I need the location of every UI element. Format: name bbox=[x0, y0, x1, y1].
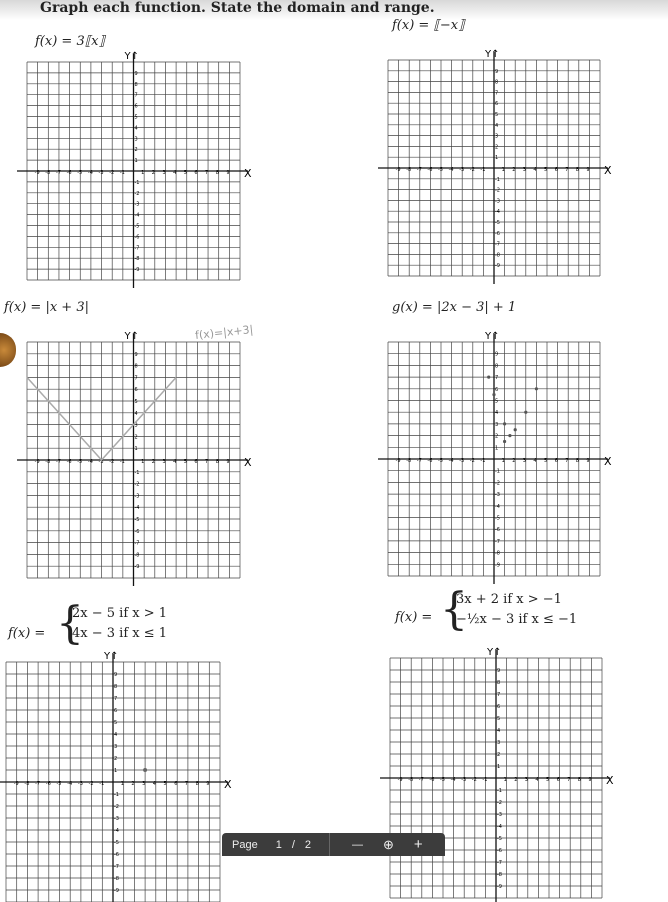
y-tick-label: 4 bbox=[497, 728, 501, 734]
x-tick-label: -9 bbox=[395, 458, 401, 464]
x-tick-label: 6 bbox=[556, 777, 560, 783]
y-tick-label: 2 bbox=[114, 756, 118, 762]
y-tick-label: 9 bbox=[134, 351, 138, 358]
x-tick-label: -8 bbox=[406, 458, 412, 464]
problem-6-cases bbox=[456, 590, 577, 630]
y-tick-label: 5 bbox=[114, 720, 118, 726]
y-tick-label: 4 bbox=[134, 410, 138, 417]
y-tick-label: -7 bbox=[495, 241, 500, 248]
x-tick-label: -3 bbox=[98, 170, 104, 176]
y-tick-label: -5 bbox=[134, 223, 140, 230]
y-tick-label: -4 bbox=[495, 503, 500, 510]
x-tick-label: 2 bbox=[512, 167, 516, 173]
x-tick-label: -3 bbox=[459, 167, 465, 173]
x-tick-label: -5 bbox=[56, 781, 62, 787]
x-tick-label: 8 bbox=[215, 459, 219, 465]
y-tick-label: -5 bbox=[114, 840, 119, 846]
y-tick-label: 8 bbox=[495, 79, 499, 86]
problem-3-label: f(x) = |x + 3| bbox=[4, 300, 89, 315]
plotted-point bbox=[143, 768, 147, 772]
x-tick-label: -4 bbox=[67, 781, 73, 787]
pdf-toolbar bbox=[222, 833, 445, 856]
x-tick-label: -6 bbox=[429, 777, 435, 783]
x-tick-label: -3 bbox=[98, 459, 104, 465]
problem-5-label: f(x) = bbox=[8, 626, 46, 641]
x-tick-label: 8 bbox=[575, 458, 579, 464]
y-tick-label: 8 bbox=[114, 684, 118, 690]
x-tick-label: 6 bbox=[554, 167, 558, 173]
y-tick-label: -8 bbox=[497, 872, 502, 878]
graph-2 bbox=[388, 49, 612, 276]
y-tick-label: -8 bbox=[134, 256, 140, 263]
x-tick-label: 7 bbox=[184, 781, 189, 787]
plotted-point bbox=[492, 393, 495, 396]
x-tick-label: -7 bbox=[55, 459, 61, 465]
y-tick-label: -6 bbox=[134, 234, 140, 241]
x-tick-label: 5 bbox=[544, 458, 548, 464]
x-tick-label: 6 bbox=[194, 170, 198, 176]
x-tick-label: -1 bbox=[99, 781, 105, 787]
plotted-point bbox=[503, 422, 506, 425]
x-tick-label: -7 bbox=[416, 167, 422, 173]
y-tick-label: 5 bbox=[134, 114, 138, 121]
y-tick-label: -6 bbox=[134, 528, 140, 535]
y-tick-label: -7 bbox=[134, 245, 140, 252]
x-axis-label: X bbox=[606, 774, 614, 787]
y-tick-label: 6 bbox=[134, 103, 138, 110]
x-axis-label: X bbox=[604, 455, 612, 468]
y-tick-label: -2 bbox=[134, 481, 140, 488]
y-tick-label: 5 bbox=[495, 398, 499, 405]
y-tick-label: -2 bbox=[134, 190, 140, 197]
y-tick-label: -3 bbox=[134, 201, 140, 208]
y-tick-label: -3 bbox=[495, 492, 500, 499]
x-tick-label: -3 bbox=[461, 777, 467, 783]
x-tick-label: 9 bbox=[588, 777, 592, 783]
x-tick-label: -4 bbox=[87, 170, 93, 176]
y-tick-label: 3 bbox=[134, 422, 138, 429]
x-tick-label: 8 bbox=[575, 167, 579, 173]
problem-1-label: f(x) = 3⟦x⟧ bbox=[35, 34, 105, 49]
x-tick-label: 2 bbox=[131, 781, 135, 787]
zoom-icon[interactable]: ⊕ bbox=[383, 836, 394, 852]
x-tick-label: 5 bbox=[183, 170, 187, 176]
y-tick-label: 1 bbox=[134, 446, 138, 453]
x-tick-label: 8 bbox=[195, 781, 199, 787]
plotted-point bbox=[487, 376, 490, 379]
x-tick-label: 7 bbox=[565, 167, 569, 173]
x-tick-label: 7 bbox=[205, 459, 209, 465]
plotted-point bbox=[508, 434, 511, 437]
y-tick-label: -4 bbox=[114, 828, 119, 834]
y-tick-label: 7 bbox=[134, 375, 138, 382]
x-tick-label: -4 bbox=[87, 459, 93, 465]
case-1: 2x − 5 if x > 1 bbox=[72, 606, 168, 621]
x-tick-label: 2 bbox=[151, 459, 155, 465]
divider bbox=[329, 833, 330, 856]
x-tick-label: -9 bbox=[34, 170, 40, 176]
handwritten-annotation: f(x)=|x+3| bbox=[194, 322, 254, 343]
y-tick-label: 3 bbox=[134, 136, 138, 143]
y-tick-label: 8 bbox=[495, 363, 499, 370]
x-tick-label: -6 bbox=[427, 167, 433, 173]
y-axis-label: Y↑ bbox=[487, 647, 502, 658]
x-tick-label: -9 bbox=[395, 167, 401, 173]
x-tick-label: -4 bbox=[450, 777, 456, 783]
x-tick-label: 3 bbox=[162, 459, 166, 465]
y-tick-label: -8 bbox=[134, 552, 140, 559]
x-tick-label: 9 bbox=[586, 167, 590, 173]
x-tick-label: 6 bbox=[554, 458, 558, 464]
x-tick-label: -5 bbox=[440, 777, 445, 783]
y-tick-label: 1 bbox=[495, 155, 499, 162]
x-tick-label: 4 bbox=[152, 781, 156, 787]
y-tick-label: 8 bbox=[134, 363, 138, 370]
x-axis-label: X bbox=[244, 456, 252, 469]
y-axis-label: Y↑ bbox=[124, 51, 139, 62]
x-tick-label: -1 bbox=[480, 458, 486, 464]
y-axis-label: Y↑ bbox=[485, 49, 500, 60]
x-tick-label: -1 bbox=[119, 170, 125, 176]
y-tick-label: 2 bbox=[495, 433, 499, 440]
y-tick-label: 4 bbox=[495, 410, 499, 417]
x-axis-label: X bbox=[244, 167, 252, 180]
x-tick-label: -2 bbox=[109, 170, 115, 176]
x-tick-label: 3 bbox=[142, 781, 146, 787]
y-axis-label: Y↑ bbox=[124, 331, 139, 342]
x-tick-label: 9 bbox=[226, 170, 230, 176]
plotted-point bbox=[535, 387, 538, 390]
y-tick-label: 9 bbox=[497, 668, 501, 674]
x-tick-label: -2 bbox=[471, 777, 477, 783]
x-tick-label: 7 bbox=[567, 777, 571, 783]
x-tick-label: 1 bbox=[141, 170, 145, 176]
x-tick-label: 8 bbox=[215, 170, 219, 176]
x-tick-label: -6 bbox=[66, 170, 72, 176]
x-tick-label: 5 bbox=[546, 777, 550, 783]
y-tick-label: -1 bbox=[114, 792, 119, 798]
worksheet-title: Graph each function. State the domain and range. bbox=[40, 0, 435, 16]
x-tick-label: -5 bbox=[438, 458, 443, 464]
problem-5-cases bbox=[72, 604, 167, 644]
x-tick-label: -7 bbox=[416, 458, 422, 464]
x-tick-label: 2 bbox=[512, 458, 516, 464]
x-tick-label: -7 bbox=[418, 777, 424, 783]
y-tick-label: -1 bbox=[497, 788, 502, 794]
x-tick-label: 6 bbox=[174, 781, 178, 787]
y-tick-label: -9 bbox=[495, 263, 500, 270]
x-tick-label: 4 bbox=[533, 167, 537, 173]
x-tick-label: -4 bbox=[448, 167, 454, 173]
y-tick-label: -6 bbox=[114, 852, 119, 858]
x-tick-label: -1 bbox=[480, 167, 486, 173]
y-tick-label: 2 bbox=[495, 144, 499, 151]
y-tick-label: -9 bbox=[495, 562, 500, 569]
problem-6-label: f(x) = bbox=[395, 610, 433, 625]
x-tick-label: -6 bbox=[66, 459, 72, 465]
x-tick-label: 4 bbox=[535, 777, 539, 783]
x-tick-label: 3 bbox=[522, 458, 526, 464]
x-tick-label: 6 bbox=[194, 459, 198, 465]
y-tick-label: 9 bbox=[114, 672, 118, 678]
y-tick-label: 7 bbox=[114, 696, 118, 702]
y-axis-label: Y↑ bbox=[485, 331, 500, 342]
x-tick-label: -6 bbox=[427, 458, 433, 464]
y-tick-label: 2 bbox=[497, 752, 501, 758]
y-tick-label: 4 bbox=[495, 122, 499, 129]
x-axis-label: X bbox=[224, 778, 232, 791]
x-tick-label: -5 bbox=[438, 167, 443, 173]
x-tick-label: 7 bbox=[565, 458, 569, 464]
y-tick-label: -1 bbox=[134, 179, 140, 186]
x-tick-label: -5 bbox=[77, 459, 83, 465]
y-tick-label: 6 bbox=[134, 387, 138, 394]
x-tick-label: 4 bbox=[173, 459, 177, 465]
y-tick-label: 6 bbox=[114, 708, 118, 714]
y-tick-label: -8 bbox=[114, 876, 119, 882]
x-tick-label: -1 bbox=[482, 777, 488, 783]
y-tick-label: -5 bbox=[497, 836, 502, 842]
y-tick-label: -3 bbox=[495, 198, 500, 205]
y-tick-label: -4 bbox=[134, 505, 140, 512]
current-page-input[interactable]: 1 bbox=[275, 838, 282, 851]
x-tick-label: 2 bbox=[151, 170, 155, 176]
graph-4 bbox=[388, 331, 612, 576]
x-tick-label: -7 bbox=[35, 781, 41, 787]
zoom-out-button[interactable]: — bbox=[352, 838, 364, 851]
y-tick-label: -3 bbox=[114, 816, 119, 822]
y-tick-label: 7 bbox=[495, 90, 499, 97]
graph-1 bbox=[27, 51, 252, 280]
brace: { bbox=[56, 598, 84, 649]
x-tick-label: -4 bbox=[448, 458, 454, 464]
y-tick-label: 6 bbox=[495, 386, 499, 393]
x-tick-label: 3 bbox=[524, 777, 528, 783]
x-tick-label: -9 bbox=[13, 781, 19, 787]
case-2: −½x − 3 if x ≤ −1 bbox=[456, 612, 578, 627]
zoom-in-button[interactable]: + bbox=[413, 836, 423, 853]
x-tick-label: 9 bbox=[206, 781, 210, 787]
y-tick-label: 7 bbox=[495, 375, 499, 382]
x-tick-label: -2 bbox=[109, 459, 115, 465]
y-tick-label: -6 bbox=[495, 527, 500, 534]
y-tick-label: 3 bbox=[114, 744, 118, 750]
case-1: 3x + 2 if x > −1 bbox=[456, 592, 562, 607]
brace: { bbox=[440, 584, 468, 635]
problem-2-label: f(x) = ⟦−x⟧ bbox=[392, 18, 465, 33]
y-tick-label: -9 bbox=[114, 888, 119, 894]
y-tick-label: -4 bbox=[497, 824, 502, 830]
x-tick-label: 9 bbox=[226, 459, 230, 465]
x-tick-label: -2 bbox=[469, 458, 475, 464]
y-tick-label: 1 bbox=[134, 158, 138, 165]
x-tick-label: -1 bbox=[119, 459, 125, 465]
y-tick-label: -9 bbox=[497, 884, 502, 890]
x-tick-label: -3 bbox=[77, 781, 83, 787]
y-tick-label: -5 bbox=[134, 517, 140, 523]
y-tick-label: -2 bbox=[497, 800, 502, 806]
y-tick-label: -5 bbox=[495, 515, 500, 522]
x-tick-label: -8 bbox=[24, 781, 30, 787]
y-tick-label: -3 bbox=[134, 493, 140, 500]
x-tick-label: 5 bbox=[163, 781, 167, 787]
y-tick-label: -1 bbox=[495, 468, 500, 475]
x-tick-label: -2 bbox=[88, 781, 94, 787]
y-tick-label: 1 bbox=[114, 768, 118, 774]
x-tick-label: 7 bbox=[205, 170, 209, 176]
graph-6 bbox=[390, 647, 614, 898]
y-tick-label: 3 bbox=[497, 740, 501, 746]
page-separator: / bbox=[291, 838, 295, 851]
x-tick-label: -8 bbox=[45, 170, 51, 176]
x-axis-label: X bbox=[604, 164, 612, 177]
y-tick-label: 1 bbox=[495, 445, 499, 452]
x-tick-label: 1 bbox=[120, 781, 124, 787]
x-tick-label: -8 bbox=[45, 459, 51, 465]
y-tick-label: -6 bbox=[497, 848, 502, 854]
y-tick-label: 3 bbox=[495, 133, 499, 140]
x-tick-label: 8 bbox=[577, 777, 581, 783]
y-tick-label: 7 bbox=[134, 92, 138, 99]
x-tick-label: 5 bbox=[544, 167, 548, 173]
y-tick-label: -1 bbox=[134, 469, 140, 476]
x-tick-label: -7 bbox=[55, 170, 61, 176]
x-tick-label: -9 bbox=[34, 459, 40, 465]
y-tick-label: 3 bbox=[495, 421, 499, 428]
side-knob bbox=[0, 333, 16, 367]
y-tick-label: -2 bbox=[495, 187, 500, 194]
x-tick-label: 9 bbox=[586, 458, 590, 464]
y-tick-label: 9 bbox=[495, 351, 499, 358]
y-tick-label: -2 bbox=[114, 804, 119, 810]
y-tick-label: 4 bbox=[134, 125, 138, 132]
y-tick-label: -3 bbox=[497, 812, 502, 818]
x-tick-label: -3 bbox=[459, 458, 465, 464]
total-pages: 2 bbox=[304, 838, 312, 851]
x-tick-label: -8 bbox=[406, 167, 412, 173]
y-tick-label: 9 bbox=[134, 70, 138, 77]
y-tick-label: -7 bbox=[114, 864, 119, 870]
y-tick-label: -6 bbox=[495, 230, 500, 237]
y-tick-label: -9 bbox=[134, 267, 140, 274]
y-tick-label: 5 bbox=[497, 716, 501, 722]
x-tick-label: 3 bbox=[162, 170, 166, 176]
y-tick-label: -4 bbox=[134, 212, 140, 219]
y-tick-label: -2 bbox=[495, 480, 500, 487]
y-axis-label: Y↑ bbox=[104, 651, 119, 662]
x-tick-label: 1 bbox=[503, 777, 507, 783]
x-tick-label: 1 bbox=[141, 459, 145, 465]
y-tick-label: -8 bbox=[495, 252, 500, 259]
x-tick-label: -2 bbox=[469, 167, 475, 173]
case-2: 4x − 3 if x ≤ 1 bbox=[72, 626, 168, 641]
y-tick-label: 6 bbox=[497, 704, 501, 710]
y-tick-label: 1 bbox=[497, 764, 501, 770]
graph-5 bbox=[6, 651, 232, 902]
y-tick-label: -7 bbox=[497, 860, 502, 866]
y-tick-label: 8 bbox=[497, 680, 501, 686]
y-tick-label: 9 bbox=[495, 68, 499, 75]
y-tick-label: -7 bbox=[495, 538, 500, 545]
y-tick-label: 4 bbox=[114, 732, 118, 738]
x-tick-label: 5 bbox=[183, 459, 187, 465]
y-tick-label: 6 bbox=[495, 101, 499, 108]
page-label: Page bbox=[232, 838, 258, 851]
plotted-point bbox=[503, 440, 506, 443]
x-tick-label: 4 bbox=[533, 458, 537, 464]
y-tick-label: -4 bbox=[495, 209, 500, 216]
plotted-point bbox=[514, 428, 517, 431]
x-tick-label: -6 bbox=[45, 781, 51, 787]
x-tick-label: 1 bbox=[501, 167, 505, 173]
x-tick-label: 4 bbox=[173, 170, 177, 176]
y-tick-label: 2 bbox=[134, 147, 138, 154]
y-tick-label: 7 bbox=[497, 692, 501, 698]
y-tick-label: 8 bbox=[134, 81, 138, 88]
x-tick-label: -5 bbox=[77, 170, 83, 176]
y-tick-label: 5 bbox=[134, 399, 138, 405]
y-tick-label: 2 bbox=[134, 434, 138, 441]
x-tick-label: -8 bbox=[408, 777, 414, 783]
x-tick-label: 3 bbox=[522, 167, 526, 173]
y-tick-label: -9 bbox=[134, 564, 140, 571]
plotted-point bbox=[524, 411, 527, 414]
y-tick-label: -5 bbox=[495, 220, 500, 226]
y-tick-label: 5 bbox=[495, 112, 499, 118]
x-tick-label: -9 bbox=[397, 777, 403, 783]
problem-4-label: g(x) = |2x − 3| + 1 bbox=[392, 300, 517, 315]
y-tick-label: -1 bbox=[495, 176, 500, 183]
y-tick-label: -8 bbox=[495, 550, 500, 557]
x-tick-label: 2 bbox=[514, 777, 518, 783]
y-tick-label: -7 bbox=[134, 540, 140, 547]
x-tick-label: 1 bbox=[501, 458, 505, 464]
